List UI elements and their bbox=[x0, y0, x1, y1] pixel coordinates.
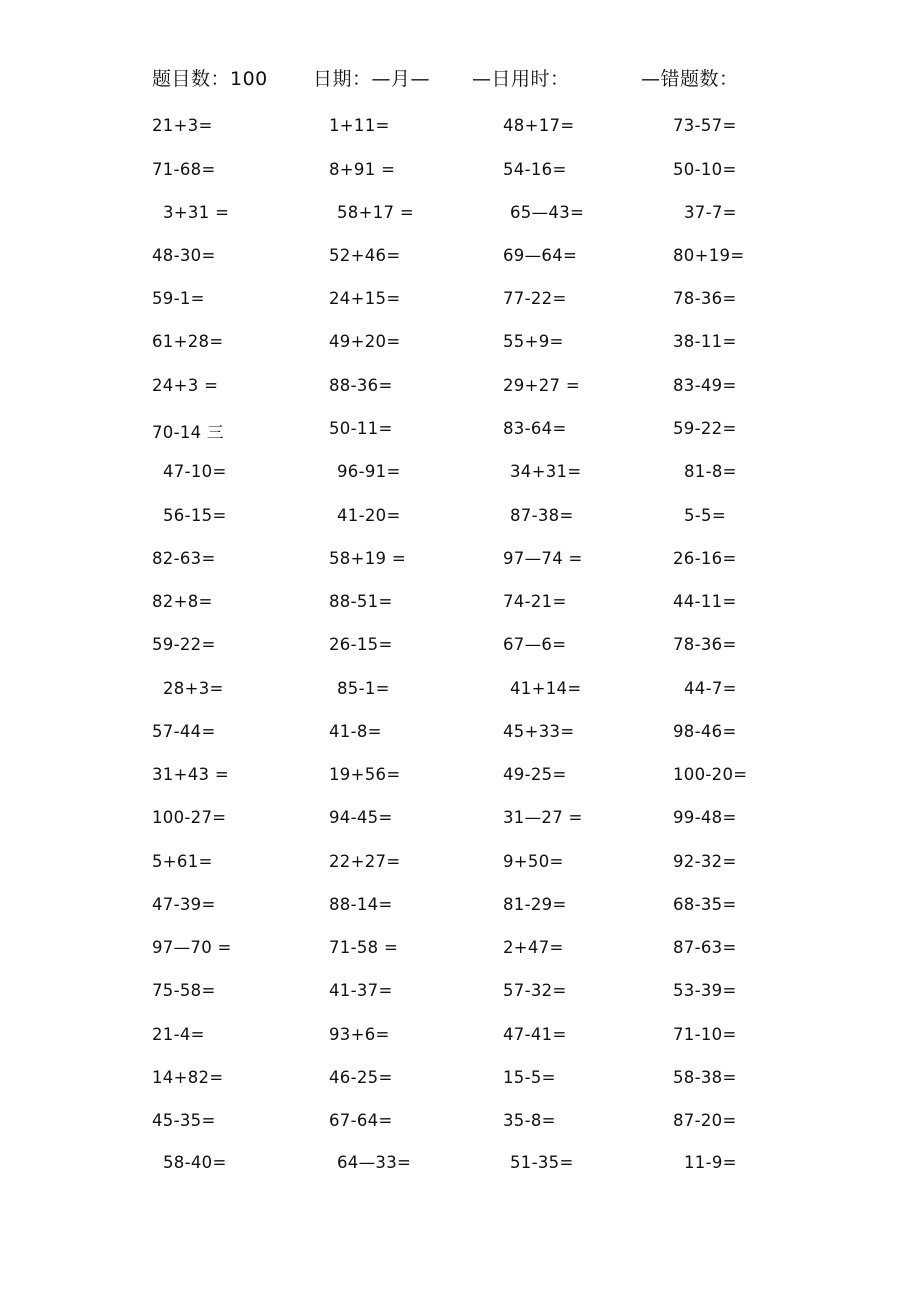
math-problem: 14+82= bbox=[152, 1068, 224, 1087]
math-problem: 59-1= bbox=[152, 289, 205, 308]
math-problem: 31+43 = bbox=[152, 765, 229, 784]
math-problem: 59-22= bbox=[673, 419, 737, 438]
math-problem: 87-63= bbox=[673, 938, 737, 957]
problem-row bbox=[0, 376, 920, 402]
math-problem: 70-14 三 bbox=[152, 423, 224, 442]
math-problem: 41-20= bbox=[337, 506, 401, 525]
math-problem: 56-15= bbox=[163, 506, 227, 525]
problem-row bbox=[0, 895, 920, 921]
math-problem: 48-30= bbox=[152, 246, 216, 265]
math-problem: 29+27 = bbox=[503, 376, 580, 395]
math-problem: 71-68= bbox=[152, 160, 216, 179]
math-problem: 24+3 = bbox=[152, 376, 219, 395]
problem-row bbox=[0, 592, 920, 618]
problem-row bbox=[0, 462, 920, 488]
math-problem: 58+17 = bbox=[337, 203, 414, 222]
math-problem: 94-45= bbox=[329, 808, 393, 827]
math-problem: 22+27= bbox=[329, 852, 401, 871]
problem-row bbox=[0, 679, 920, 705]
math-problem: 55+9= bbox=[503, 332, 564, 351]
math-problem: 100-20= bbox=[673, 765, 748, 784]
math-problem: 44-11= bbox=[673, 592, 737, 611]
math-problem: 71-10= bbox=[673, 1025, 737, 1044]
math-problem: 57-32= bbox=[503, 981, 567, 1000]
math-problem: 34+31= bbox=[510, 462, 582, 481]
math-problem: 37-7= bbox=[684, 203, 737, 222]
math-problem: 3+31 = bbox=[163, 203, 230, 222]
math-problem: 50-11= bbox=[329, 419, 393, 438]
math-problem: 68-35= bbox=[673, 895, 737, 914]
math-problem: 80+19= bbox=[673, 246, 745, 265]
math-problem: 73-57= bbox=[673, 116, 737, 135]
math-problem: 75-58= bbox=[152, 981, 216, 1000]
problem-row bbox=[0, 160, 920, 186]
math-problem: 87-38= bbox=[510, 506, 574, 525]
math-problem: 58+19 = bbox=[329, 549, 406, 568]
problem-row bbox=[0, 1153, 920, 1179]
math-problem: 96-91= bbox=[337, 462, 401, 481]
math-problem: 26-15= bbox=[329, 635, 393, 654]
math-problem: 74-21= bbox=[503, 592, 567, 611]
math-problem: 44-7= bbox=[684, 679, 737, 698]
math-problem: 24+15= bbox=[329, 289, 401, 308]
math-problem: 46-25= bbox=[329, 1068, 393, 1087]
problem-row bbox=[0, 635, 920, 661]
math-problem: 54-16= bbox=[503, 160, 567, 179]
math-problem: 78-36= bbox=[673, 635, 737, 654]
math-problem: 71-58 = bbox=[329, 938, 399, 957]
math-problem: 83-64= bbox=[503, 419, 567, 438]
math-problem: 51-35= bbox=[510, 1153, 574, 1172]
math-problem: 64—33= bbox=[337, 1153, 412, 1172]
math-problem: 93+6= bbox=[329, 1025, 390, 1044]
math-problem: 2+47= bbox=[503, 938, 564, 957]
math-problem: 98-46= bbox=[673, 722, 737, 741]
math-problem: 88-36= bbox=[329, 376, 393, 395]
problem-row bbox=[0, 116, 920, 142]
math-problem: 5+61= bbox=[152, 852, 213, 871]
math-problem: 100-27= bbox=[152, 808, 227, 827]
math-problem: 87-20= bbox=[673, 1111, 737, 1130]
math-problem: 47-10= bbox=[163, 462, 227, 481]
math-problem: 49+20= bbox=[329, 332, 401, 351]
math-problem: 92-32= bbox=[673, 852, 737, 871]
math-problem: 97—70 = bbox=[152, 938, 232, 957]
math-problem: 99-48= bbox=[673, 808, 737, 827]
math-problem: 28+3= bbox=[163, 679, 224, 698]
math-problem: 31—27 = bbox=[503, 808, 583, 827]
math-problem: 9+50= bbox=[503, 852, 564, 871]
math-problem: 82-63= bbox=[152, 549, 216, 568]
question-count-label: 题目数：100 bbox=[152, 68, 268, 90]
math-problem: 78-36= bbox=[673, 289, 737, 308]
date-label: 日期：—月— bbox=[313, 68, 431, 90]
math-problem: 41-37= bbox=[329, 981, 393, 1000]
math-problem: 35-8= bbox=[503, 1111, 556, 1130]
math-problem: 65—43= bbox=[510, 203, 585, 222]
math-problem: 85-1= bbox=[337, 679, 390, 698]
math-problem: 58-38= bbox=[673, 1068, 737, 1087]
problem-row bbox=[0, 808, 920, 834]
math-problem: 21+3= bbox=[152, 116, 213, 135]
math-problem: 47-39= bbox=[152, 895, 216, 914]
math-problem: 50-10= bbox=[673, 160, 737, 179]
problem-row bbox=[0, 289, 920, 315]
math-problem: 81-8= bbox=[684, 462, 737, 481]
math-problem: 69—64= bbox=[503, 246, 578, 265]
math-problem: 15-5= bbox=[503, 1068, 556, 1087]
problem-row bbox=[0, 722, 920, 748]
math-problem: 59-22= bbox=[152, 635, 216, 654]
problem-row bbox=[0, 203, 920, 229]
math-problem: 61+28= bbox=[152, 332, 224, 351]
math-problem: 52+46= bbox=[329, 246, 401, 265]
problem-row bbox=[0, 938, 920, 964]
problem-row bbox=[0, 1068, 920, 1094]
math-problem: 49-25= bbox=[503, 765, 567, 784]
math-problem: 21-4= bbox=[152, 1025, 205, 1044]
math-problem: 81-29= bbox=[503, 895, 567, 914]
math-problem: 82+8= bbox=[152, 592, 213, 611]
math-problem: 1+11= bbox=[329, 116, 390, 135]
math-problem: 26-16= bbox=[673, 549, 737, 568]
problem-row bbox=[0, 419, 920, 445]
math-problem: 45+33= bbox=[503, 722, 575, 741]
math-problem: 48+17= bbox=[503, 116, 575, 135]
math-problem: 8+91 = bbox=[329, 160, 396, 179]
wrong-count-label: —错题数： bbox=[641, 68, 739, 90]
math-problem: 41+14= bbox=[510, 679, 582, 698]
math-problem: 41-8= bbox=[329, 722, 382, 741]
math-problem: 5-5= bbox=[684, 506, 726, 525]
problem-row bbox=[0, 549, 920, 575]
math-problem: 83-49= bbox=[673, 376, 737, 395]
problem-row bbox=[0, 1111, 920, 1137]
math-problem: 88-14= bbox=[329, 895, 393, 914]
math-problem: 67-64= bbox=[329, 1111, 393, 1130]
problem-row bbox=[0, 246, 920, 272]
problem-row bbox=[0, 506, 920, 532]
problem-row bbox=[0, 765, 920, 791]
problem-row bbox=[0, 852, 920, 878]
math-problem: 97—74 = bbox=[503, 549, 583, 568]
math-problem: 47-41= bbox=[503, 1025, 567, 1044]
math-problem: 88-51= bbox=[329, 592, 393, 611]
problem-row bbox=[0, 981, 920, 1007]
math-problem: 58-40= bbox=[163, 1153, 227, 1172]
math-problem: 77-22= bbox=[503, 289, 567, 308]
math-problem: 67—6= bbox=[503, 635, 567, 654]
math-problem: 19+56= bbox=[329, 765, 401, 784]
time-used-label: —日用时： bbox=[472, 68, 570, 90]
problem-row bbox=[0, 332, 920, 358]
math-problem: 45-35= bbox=[152, 1111, 216, 1130]
math-problem: 53-39= bbox=[673, 981, 737, 1000]
math-problem: 11-9= bbox=[684, 1153, 737, 1172]
math-problem: 38-11= bbox=[673, 332, 737, 351]
math-problem: 57-44= bbox=[152, 722, 216, 741]
problem-row bbox=[0, 1025, 920, 1051]
